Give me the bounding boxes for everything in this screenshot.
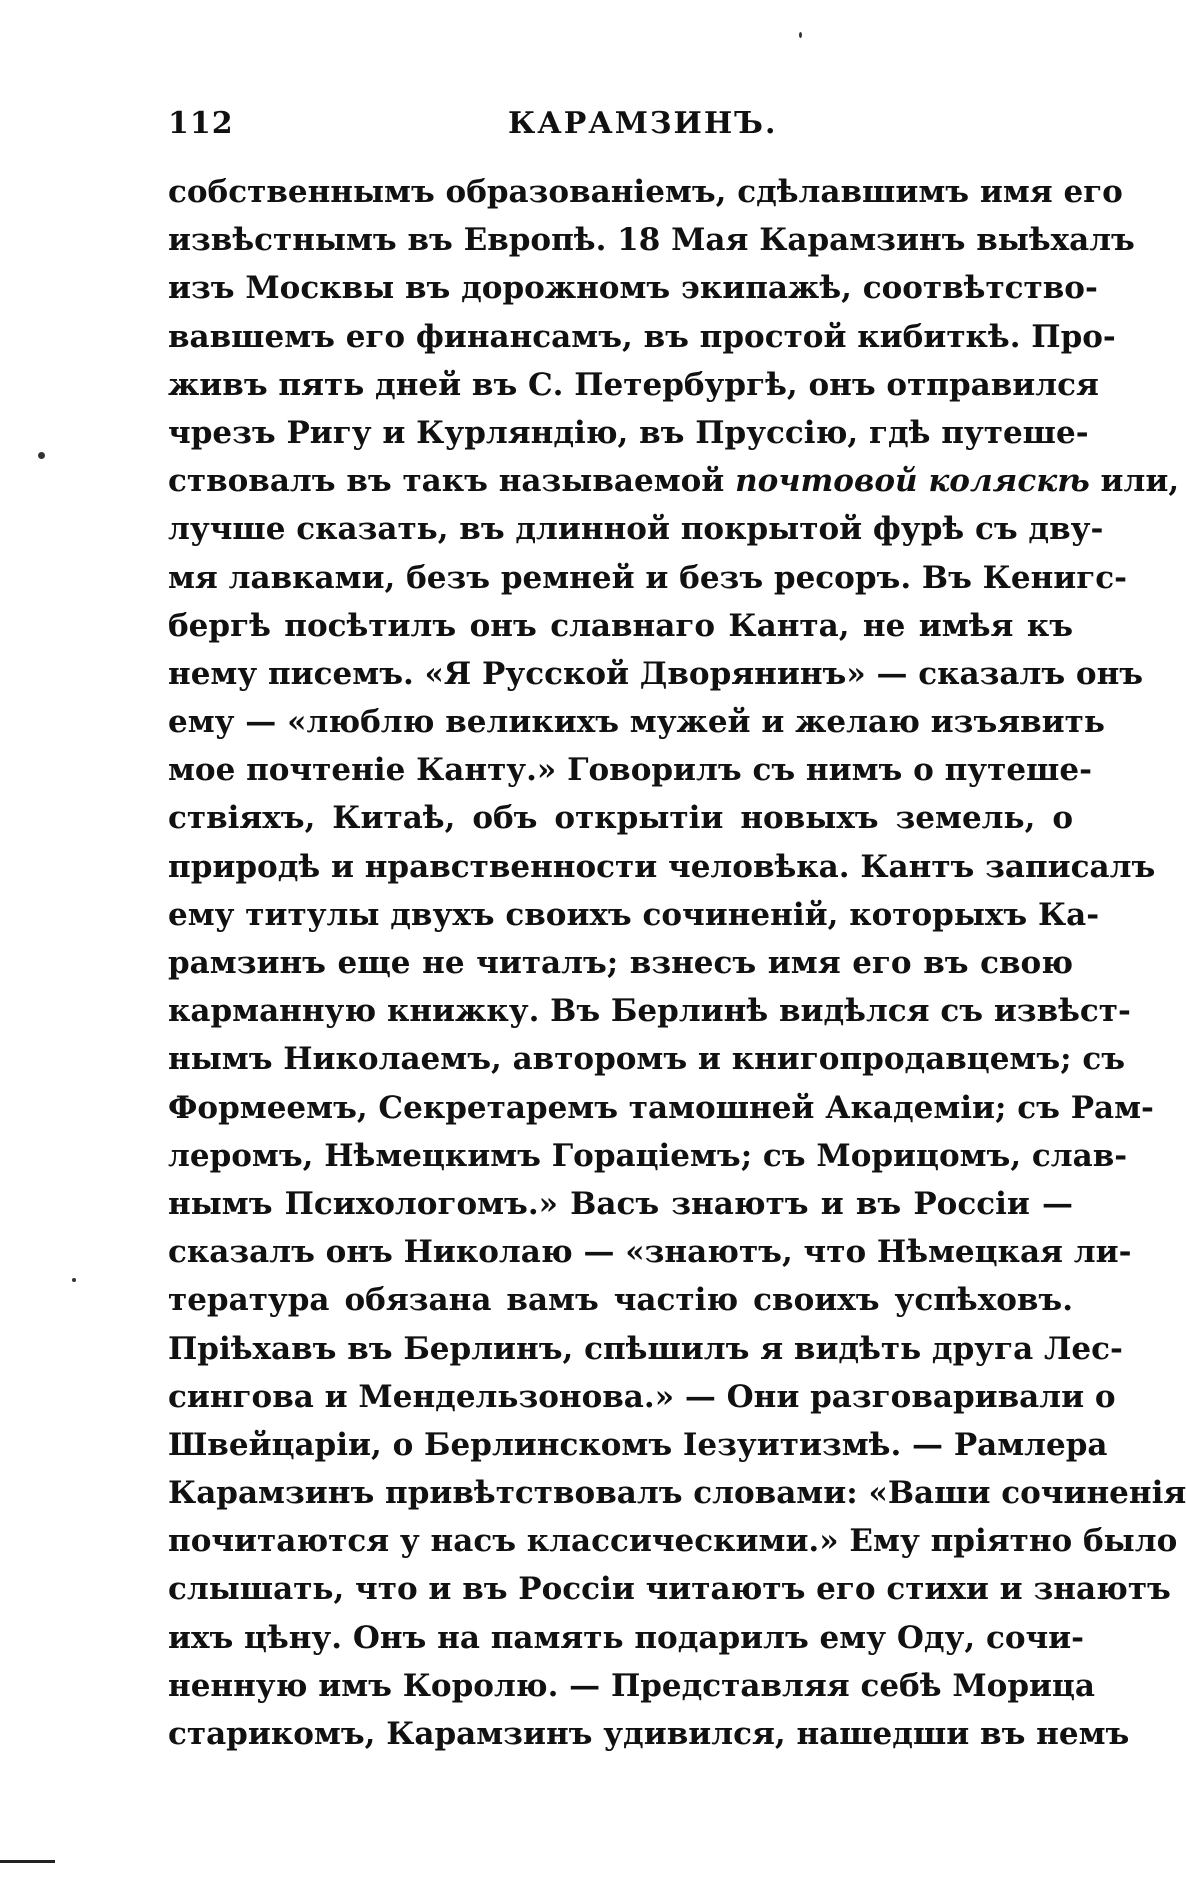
running-title: КАРАМЗИНЪ. — [508, 106, 778, 141]
text-line-with-italic: ствовалъ въ такъ называемой почтовой коляскѣ или, — [168, 463, 1180, 500]
text-line: живъ пять дней въ С. Петербургѣ, онъ отправился — [168, 366, 1099, 403]
text-line: чрезъ Ригу и Курляндію, въ Пруссію, гдѣ путеше- — [168, 414, 1089, 451]
scan-speck — [72, 1278, 76, 1282]
text-line: ему — «люблю великихъ мужей и желаю изъявить — [168, 704, 1105, 741]
text-line: природѣ и нравственности человѣка. Кантъ записалъ — [168, 848, 1156, 885]
page-header — [168, 100, 1068, 150]
body-text — [168, 168, 1186, 1758]
text-line: ненную имъ Королю. — Представляя себѣ Морица — [168, 1667, 1095, 1704]
text-line: сказалъ онъ Николаю — «знаютъ, что Нѣмецкая ли- — [168, 1234, 1132, 1271]
text-line: Карамзинъ привѣтствовалъ словами: «Ваши сочиненія — [168, 1475, 1186, 1512]
text-line: извѣстнымъ въ Европѣ. 18 Мая Карамзинъ выѣхалъ — [168, 222, 1135, 259]
scan-edge-mark — [0, 1860, 55, 1863]
scan-speck — [799, 32, 802, 38]
text-line: собственнымъ образованіемъ, сдѣлавшимъ имя его — [168, 174, 1123, 210]
italic-phrase: почтовой коляскѣ — [735, 463, 1090, 500]
text-line: тература обязана вамъ частію своихъ успѣховъ. — [168, 1282, 1073, 1319]
text-line: старикомъ, Карамзинъ удивился, нашедши въ немъ — [168, 1716, 1130, 1752]
text-line: слышать, что и въ Россіи читаютъ его стихи и знаютъ — [168, 1571, 1171, 1608]
text-line: Формеемъ, Секретаремъ тамошней Академіи; съ Рам- — [168, 1089, 1154, 1126]
text-line: ихъ цѣну. Онъ на память подарилъ ему Оду, сочи- — [168, 1619, 1085, 1656]
text-line: нымъ Психологомъ.» Васъ знаютъ и въ Россіи — — [168, 1185, 1073, 1222]
text-line: вавшемъ его финансамъ, въ простой кибиткѣ. Про- — [168, 318, 1116, 355]
text-line: ему титулы двухъ своихъ сочиненій, которыхъ Ка- — [168, 896, 1100, 933]
text-line: изъ Москвы въ дорожномъ экипажѣ, соотвѣтство- — [168, 270, 1098, 307]
text-line: мя лавками, безъ ремней и безъ ресоръ. Въ Кенигс- — [168, 559, 1128, 596]
text-line: почитаются у насъ классическими.» Ему пріятно было — [168, 1523, 1178, 1560]
text-line: сингова и Мендельзонова.» — Они разговаривали о — [168, 1378, 1116, 1415]
text-line: нему писемъ. «Я Русской Дворянинъ» — сказалъ онъ — [168, 655, 1144, 692]
text-line: мое почтеніе Канту.» Говорилъ съ нимъ о путеше- — [168, 752, 1092, 789]
text-line: карманную книжку. Въ Берлинѣ видѣлся съ извѣст- — [168, 993, 1131, 1030]
text-line: ствіяхъ, Китаѣ, объ открытіи новыхъ земель, о — [168, 800, 1073, 837]
text-line: Швейцаріи, о Берлинскомъ Іезуитизмѣ. — Рамлера — [168, 1426, 1108, 1463]
text-line: бергѣ посѣтилъ онъ славнаго Канта, не имѣя къ — [168, 607, 1073, 644]
text-line: рамзинъ еще не читалъ; взнесъ имя его въ свою — [168, 945, 1073, 981]
text-line: нымъ Николаемъ, авторомъ и книгопродавцемъ; съ — [168, 1041, 1126, 1078]
text-line: леромъ, Нѣмецкимъ Гораціемъ; съ Морицомъ, слав- — [168, 1137, 1128, 1174]
scan-speck — [38, 452, 45, 459]
text-line: лучше сказать, въ длинной покрытой фурѣ съ дву- — [168, 511, 1104, 548]
text-line: Пріѣхавъ въ Берлинъ, спѣшилъ я видѣть друга Лес- — [168, 1330, 1123, 1367]
page-number: 112 — [168, 106, 234, 141]
